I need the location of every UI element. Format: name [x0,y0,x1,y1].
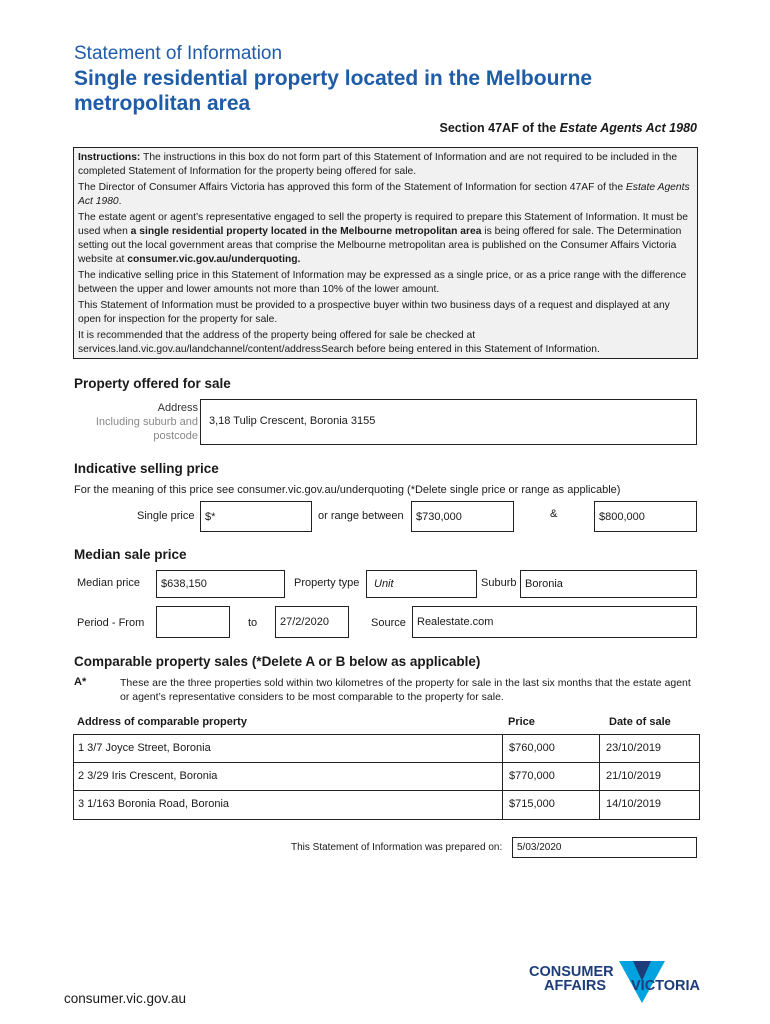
comparable-date-cell[interactable]: 14/10/2019 [606,798,662,810]
col-header-price: Price [508,716,535,728]
address-label: Address Including suburb and postcode [95,402,198,442]
option-a-marker: A* [74,676,87,688]
median-heading: Median sale price [74,547,187,562]
single-price-label: Single price [137,510,195,522]
period-to-field[interactable]: 27/2/2020 [275,606,349,638]
comparable-date-cell[interactable]: 23/10/2019 [606,742,662,754]
price-heading: Indicative selling price [74,461,219,476]
form-pre-title: Statement of Information [74,43,283,64]
property-heading: Property offered for sale [74,376,231,391]
suburb-field[interactable]: Boronia [520,570,697,598]
comparable-address-cell[interactable]: 2 3/29 Iris Crescent, Boronia [74,763,503,790]
consumer-affairs-victoria-logo [529,957,701,1007]
logo-line-affairs: AFFAIRS [544,978,607,994]
source-field[interactable]: Realestate.com [412,606,697,638]
range-low-field[interactable]: $730,000 [411,501,514,532]
property-type-label: Property type [294,577,360,589]
source-label: Source [371,617,406,629]
period-from-field[interactable] [156,606,230,638]
comparables-heading: Comparable property sales (*Delete A or B below as applicable) [74,654,481,669]
instructions-box: Instructions: The instructions in this box do not form part of this Statement of Information and are not required to be included in the completed Statement of Information for the property being offered for sale. The Director of Consumer Affairs Victoria has approved this form of the Statement of Information for section 47AF of the Estate Agents Act 1980. The estate agent or agent’s representative engaged to sell the property is required to prepare this Statement of Information. It must be used when a single residential property located in the Melbourne metropolitan area is being offered for sale. The Determination setting out the local government areas that comprise the Melbourne metropolitan area is published on the Consumer Affairs Victoria website at consumer.vic.gov.au/underquoting. The indicative selling price in this Statement of Information may be expressed as a single price, or as a price range with the difference between the upper and lower amounts not more than 10% of the lower amount. This Statement of Information must be provided to a prospective buyer within two business days of a request and displayed at any open for inspection for the property for sale. It is recommended that the address of the property being offered for sale be checked at services.land.vic.gov.au/landchannel/content/addressSearch before being entered in this Statement of Information. [73,147,698,359]
property-type-field[interactable]: Unit [366,570,477,598]
table-row [74,791,699,819]
table-row [74,763,699,791]
price-note: For the meaning of this price see consumer.vic.gov.au/underquoting (*Delete single price or range as applicable) [74,484,621,496]
comparable-address-cell[interactable]: 3 1/163 Boronia Road, Boronia [74,791,503,819]
period-to-label: to [248,617,258,629]
prepared-on-label: This Statement of Information was prepared on: [291,842,503,853]
single-price-field[interactable]: $* [200,501,312,532]
table-row [74,735,699,763]
period-from-label: Period - From [77,617,145,629]
suburb-label: Suburb [481,577,517,589]
col-header-address: Address of comparable property [77,716,247,728]
page-title: Single residential property located in the Melbourne metropolitan area [74,67,593,115]
median-price-label: Median price [77,577,140,589]
range-ampersand: & [550,508,558,520]
comparable-price-cell[interactable]: $760,000 [503,735,600,762]
address-field[interactable]: 3,18 Tulip Crescent, Boronia 3155 [200,399,697,445]
median-price-field[interactable]: $638,150 [156,570,285,598]
col-header-date: Date of sale [609,716,671,728]
comparables-description: These are the three properties sold within two kilometres of the property for sale in the last six months that the estate agent or agent’s representative considers to be most comparable to the property for sale. [120,677,691,703]
section-reference: Section 47AF of the Estate Agents Act 1980 [439,121,697,135]
comparable-price-cell[interactable]: $715,000 [503,791,600,819]
range-label: or range between [318,510,404,522]
logo-line-victoria: VICTORIA [631,978,701,994]
comparable-date-cell[interactable]: 21/10/2019 [606,770,662,782]
comparables-table [73,734,700,820]
comparable-price-cell[interactable]: $770,000 [503,763,600,790]
prepared-on-field[interactable]: 5/03/2020 [512,837,697,858]
logo-line-consumer: CONSUMER [529,964,614,980]
range-high-field[interactable]: $800,000 [594,501,697,532]
comparable-address-cell[interactable]: 1 3/7 Joyce Street, Boronia [74,735,503,762]
footer-url: consumer.vic.gov.au [64,991,187,1006]
